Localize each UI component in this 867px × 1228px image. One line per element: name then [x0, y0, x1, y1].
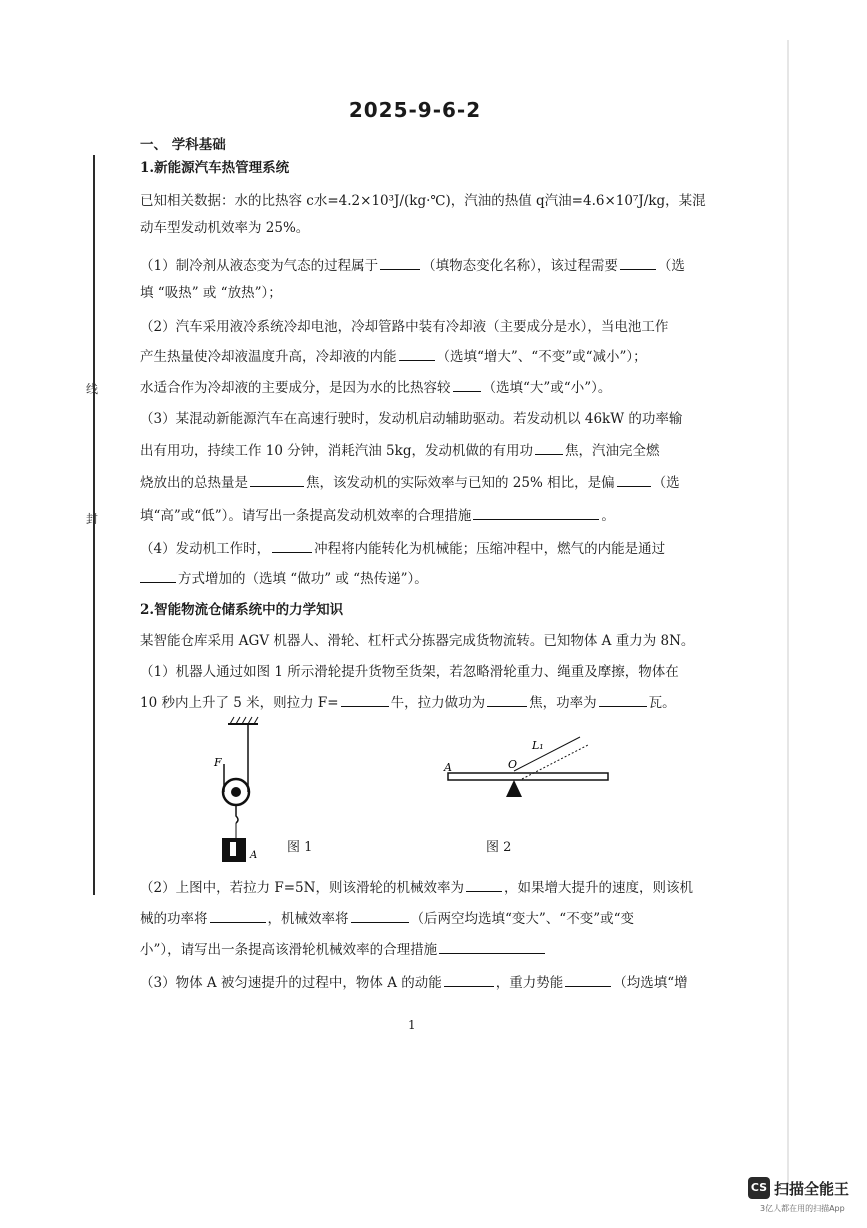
q1-part2-line1: （2）汽车采用液冷系统冷却电池，冷却管路中装有冷却液（主要成分是水），当电池工作: [140, 319, 669, 335]
q1-part3-line4: [140, 505, 700, 526]
figure-1-caption: 图 1: [287, 840, 313, 855]
text-segment: （填物态变化名称），该过程需要: [422, 258, 618, 274]
text-segment: 焦，该发动机的实际效率与已知的 25% 相比，是偏: [306, 475, 615, 491]
text-segment: ，重力势能: [495, 975, 564, 991]
text-segment: （2）上图中，若拉力 F=5N，则该滑轮的机械效率为: [140, 880, 464, 896]
q1-intro-1: 已知相关数据：水的比热容 c水=4.2×10³J/(kg·℃)，汽油的热值 q汽油=4.6×10⁷J/kg，某混: [140, 193, 706, 209]
answer-blank[interactable]: [399, 346, 435, 361]
side-mark-xian: 线: [86, 382, 99, 396]
answer-blank[interactable]: [535, 440, 563, 455]
q2-part3-line1: [140, 972, 700, 993]
answer-blank[interactable]: [140, 568, 176, 583]
label-A: A: [444, 761, 452, 774]
answer-blank[interactable]: [351, 908, 409, 923]
q1-heading: 1.新能源汽车热管理系统: [140, 160, 290, 176]
text-segment: （4）发动机工作时，: [140, 541, 271, 557]
text-segment: 填“高”或“低”）。请写出一条提高发动机效率的合理措施: [140, 508, 472, 524]
q1-part2-line2: [140, 346, 700, 367]
label-O: O: [508, 758, 518, 771]
text-segment: （选: [652, 475, 680, 491]
ceiling-hatch: [230, 717, 258, 724]
pulley-axle: [231, 787, 241, 797]
answer-blank[interactable]: [250, 472, 304, 487]
document-title: 2025-9-6-2: [348, 98, 482, 122]
answer-blank[interactable]: [439, 939, 545, 954]
text-segment: 械的功率将: [140, 911, 208, 927]
q1-part3-line2: [140, 440, 700, 461]
block-highlight: [230, 842, 236, 856]
text-segment: 。: [601, 508, 615, 524]
figure-1-pulley: [200, 712, 280, 867]
q2-part2-line2: [140, 908, 700, 929]
text-segment: （选: [657, 258, 685, 274]
q1-part1-line1: [140, 255, 700, 276]
hook: [236, 805, 238, 823]
figure-2-lever: [440, 735, 620, 805]
q2-part2-line1: [140, 877, 700, 898]
side-mark-feng: 封: [86, 512, 99, 526]
answer-blank[interactable]: [341, 692, 389, 707]
q1-part4-line2: [140, 568, 700, 589]
watermark-name: 扫描全能王: [774, 1180, 850, 1198]
answer-blank[interactable]: [473, 505, 599, 520]
label-F: F: [214, 756, 222, 769]
answer-blank[interactable]: [565, 972, 611, 987]
text-segment: 冲程将内能转化为机械能；压缩冲程中，燃气的内能是通过: [314, 541, 666, 557]
q2-part2-line3: [140, 939, 700, 960]
q1-intro-2: 动车型发动机效率为 25%。: [140, 220, 310, 236]
text-segment: （1）制冷剂从液态变为气态的过程属于: [140, 258, 379, 274]
answer-blank[interactable]: [210, 908, 266, 923]
text-segment: （选填“增大”、“不变”或“减小”）；: [436, 349, 647, 365]
q1-part2-line3: [140, 377, 700, 398]
q1-part1-line2: 填 “吸热” 或 “放热”）；: [140, 285, 282, 301]
section-heading: 一、 学科基础: [140, 137, 226, 153]
answer-blank[interactable]: [487, 692, 527, 707]
text-segment: 水适合作为冷却液的主要成分，是因为水的比热容较: [140, 380, 451, 396]
label-L1: L₁: [532, 739, 544, 752]
cs-logo-icon: CS: [748, 1177, 770, 1199]
answer-blank[interactable]: [599, 692, 647, 707]
text-segment: 出有用功，持续工作 10 分钟，消耗汽油 5kg，发动机做的有用功: [140, 443, 533, 459]
label-A: A: [250, 850, 258, 861]
q2-part1-line1: （1）机器人通过如图 1 所示滑轮提升货物至货架，若忽略滑轮重力、绳重及摩擦，物体在: [140, 664, 679, 680]
answer-blank[interactable]: [453, 377, 481, 392]
text-segment: ，如果增大提升的速度，则该机: [503, 880, 693, 896]
q2-heading: 2.智能物流仓储系统中的力学知识: [140, 602, 344, 618]
answer-blank[interactable]: [620, 255, 656, 270]
scanner-watermark: [748, 1177, 858, 1217]
q2-intro: 某智能仓库采用 AGV 机器人、滑轮、杠杆式分拣器完成货物流转。已知物体 A 重力为 8N。: [140, 633, 695, 649]
text-segment: 焦，汽油完全燃: [564, 443, 660, 459]
watermark-subtitle: 3亿人都在用的扫描App: [760, 1204, 845, 1213]
lever-bar: [448, 773, 608, 780]
answer-blank[interactable]: [617, 472, 651, 487]
answer-blank[interactable]: [272, 538, 312, 553]
text-segment: 小”），请写出一条提高该滑轮机械效率的合理措施: [140, 942, 438, 958]
q1-part3-line3: [140, 472, 700, 493]
answer-blank[interactable]: [444, 972, 494, 987]
text-segment: 焦，功率为: [529, 695, 597, 711]
page-edge: [787, 40, 789, 1190]
fulcrum: [506, 780, 522, 797]
text-segment: （后两空均选填“变大”、“不变”或“变: [410, 911, 635, 927]
q2-part1-line2: [140, 692, 700, 713]
text-segment: 产生热量使冷却液温度升高，冷却液的内能: [140, 349, 397, 365]
text-segment: （3）物体 A 被匀速提升的过程中，物体 A 的动能: [140, 975, 442, 991]
q1-part4-line1: [140, 538, 700, 559]
answer-blank[interactable]: [380, 255, 420, 270]
text-segment: 方式增加的（选填 “做功” 或 “热传递”）。: [178, 571, 428, 587]
text-segment: 10 秒内上升了 5 米，则拉力 F=: [140, 695, 339, 711]
q1-part3-line1: （3）某混动新能源汽车在高速行驶时，发动机启动辅助驱动。若发动机以 46kW 的功率输: [140, 411, 683, 427]
page-number: 1: [408, 1018, 416, 1032]
text-segment: （均选填“增: [613, 975, 688, 991]
text-segment: 牛，拉力做功为: [390, 695, 486, 711]
text-segment: ，机械效率将: [267, 911, 349, 927]
text-segment: （选填“大”或“小”）。: [482, 380, 612, 396]
figure-2-caption: 图 2: [486, 840, 512, 855]
text-segment: 瓦。: [648, 695, 676, 711]
answer-blank[interactable]: [466, 877, 502, 892]
text-segment: 烧放出的总热量是: [140, 475, 248, 491]
